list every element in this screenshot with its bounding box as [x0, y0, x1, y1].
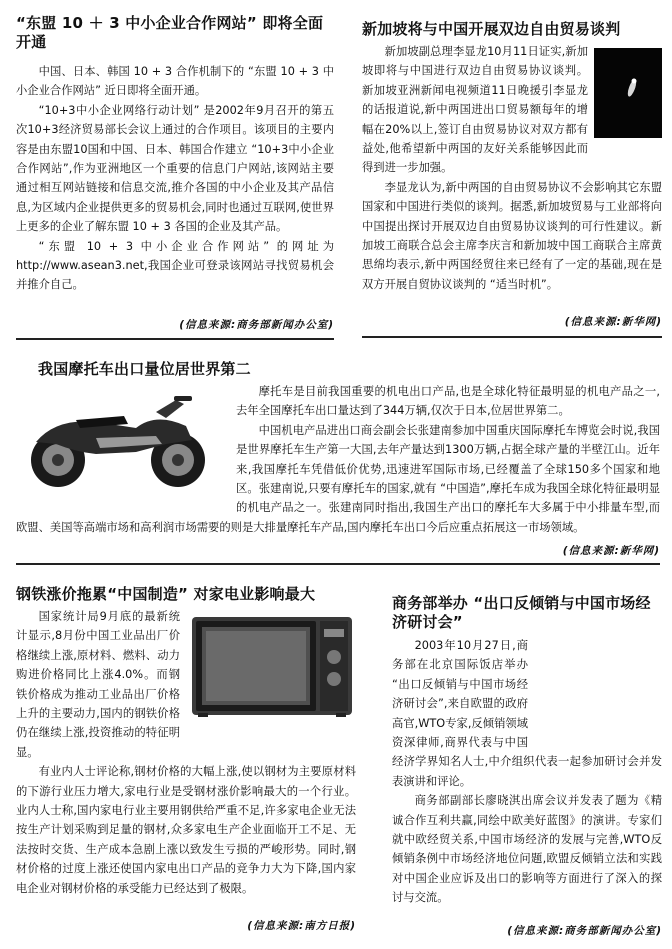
article5-source: (信息来源:商务部新闻办公室)	[507, 925, 662, 937]
article5-title: 商务部举办 “出口反倾销与中国市场经济研讨会”	[392, 594, 651, 631]
article5-photo	[534, 638, 662, 742]
article1-bottom-rule	[16, 338, 334, 340]
article3-bottom-rule	[16, 563, 660, 565]
article5-paragraph-2: 商务部副部长廖晓淇出席会议并发表了题为《精诚合作互利共赢,同绘中欧美好蓝图》的演讲。专家们就中欧经贸关系,中国市场经济的发展与完善,WTO反倾销条例中市场经济地位问题,欧盟反倾销立法和实践对中国企业应诉及出口的影响等方面进行了深入的探讨与交流。	[392, 794, 662, 905]
article5-body	[392, 636, 662, 908]
article1-paragraph-2: “10+3中小企业网络行动计划” 是2002年9月召开的第五次10+3经济贸易部长会议上通过的合作项目。该项目的主要内容是由东盟10国和中国、日本、韩国合作建立 “10+3中小企业合作网站”,作为亚洲地区一个重要的信息门户网站,该网站主要通过相互网站链接和信息交流,推介各国的中小企业及其产品信息,为区域内企业提供更多的贸易机会,同时也通过互联网,使世界上更多的企业了解东盟 10 + 3 各国的企业及其产品。	[16, 103, 334, 234]
article1-paragraph-1: 中国、日本、韩国 10 + 3 合作机制下的 “东盟 10 + 3 中小企业合作网站” 近日即将全面开通。	[16, 65, 334, 98]
microwave-oven-icon	[188, 609, 356, 721]
seminar-photo-icon	[534, 638, 662, 742]
article2-paragraph-1: 新加坡副总理李显龙10月11日证实,新加坡即将与中国进行双边自由贸易协议谈判。 新加坡亚洲新闻电视频道11日晚援引李显龙的话报道说,新中两国进出口贸易额每年的增幅在20%以上,签订自由贸易协议对双方都有益处,他希望新中两国的友好关系能够因此而得到进一步加强。	[362, 45, 588, 175]
article4-photo	[188, 609, 356, 721]
article4-paragraph-2: 有业内人士评论称,钢材价格的大幅上涨,使以钢材为主要原材料的下游行业压力增大,家电行业是受钢材涨价影响最大的一个行业。业内人士称,国内家电行业主要用钢供给严重不足,许多家电企业无法按生产计划采购到足量的钢材,众多家电生产企业面临开工不足、无法按时交货、生产成本急剧上涨以致发生亏损的严峻形势。同时,钢材价格的过度上涨还使国内家电出口产品的竞争力大为下降,国内家电企业对钢材价格的承受能力已经达到了极限。	[16, 765, 356, 895]
article3-body	[16, 382, 660, 537]
article1-paragraph-3: “东盟 10 + 3 中小企业合作网站” 的网址为 http://www.asean3.net,我国企业可登录该网站寻找贸易机会并推介自己。	[16, 239, 334, 292]
article4-source: (信息来源:南方日报)	[247, 920, 356, 932]
article3-paragraph-1: 摩托车是目前我国重要的机电出口产品,也是全球化特征最明显的机电产品之一,去年全国摩托车出口量达到了344万辆,仅次于日本,位居世界第二。	[236, 385, 660, 418]
article2-title: 新加坡将与中国开展双边自由贸易谈判	[362, 20, 621, 38]
article3-photo	[16, 382, 222, 496]
article4-paragraph-1: 国家统计局9月底的最新统计显示,8月份中国工业品出厂价格继续上涨,原材料、燃料、动力购进价格同比上涨4.0%。而钢铁价格成为推动工业品出厂价格上升的主要动力,国内的钢铁价格仍在继续上涨,投资推动的特征明显。	[16, 610, 180, 759]
article4-title: 钢铁涨价拖累“中国制造” 对家电业影响最大	[16, 585, 316, 603]
article3-title: 我国摩托车出口量位居世界第二	[38, 360, 251, 378]
article4-body	[16, 607, 356, 898]
article2-bottom-rule	[362, 336, 662, 338]
article1-source: (信息来源:商务部新闻办公室)	[179, 319, 334, 331]
motorcycle-icon	[16, 382, 222, 496]
article5-paragraph-1: 2003年10月27日,商务部在北京国际饭店举办 “出口反倾销与中国市场经济研讨会”,来自欧盟的政府高官,WTO专家,反倾销领域资深律师,商界代表与中国经济学界知名人士,中介组织代表一起参加研讨会并发表演讲和评论。	[392, 639, 662, 788]
article2-body	[362, 42, 662, 294]
article1-title: “东盟 10 ＋ 3 中小企业合作网站” 即将全面开通	[16, 14, 324, 51]
article3-paragraph-2: 中国机电产品进出口商会副会长张建南参加中国重庆国际摩托车博览会时说,我国是世界摩托车生产第一大国,去年产量达到1300万辆,占据全球产量的半壁江山。近年来,我国摩托车凭借低价优势,迅速进军国际市场,已经覆盖了全球150多个国家和地区。张建南说,只要有摩托车的国家,就有 “中国造”,摩托车成为我国全球化特征最明显的机电产品之一。张建南同时指出,我国生产出口的摩托车大多属于中小排量车型,而欧盟、美国等高端市场和高利润市场需要的则是大排量摩托车产品,国内摩托车出口今后应重点拓展这一市场领域。	[16, 423, 660, 534]
article2-paragraph-2: 李显龙认为,新中两国的自由贸易协议不会影响其它东盟国家和中国进行类似的谈判。据悉,新加坡贸易与工业部将向中国提出探讨开展双边自由贸易协议谈判的可行性建议。新加坡工商联合总会主席李庆言和新加坡中国工商联合主席黄思绵均表示,新中两国经贸往来已经有了一定的基础,现在是双方开展自贸协议谈判的 “适当时机”。	[362, 180, 662, 291]
article2-photo	[594, 48, 662, 138]
portrait-photo-icon	[594, 48, 662, 138]
article3-source: (信息来源:新华网)	[562, 545, 660, 557]
article1-body	[16, 62, 334, 295]
article2-source: (信息来源:新华网)	[564, 316, 662, 328]
